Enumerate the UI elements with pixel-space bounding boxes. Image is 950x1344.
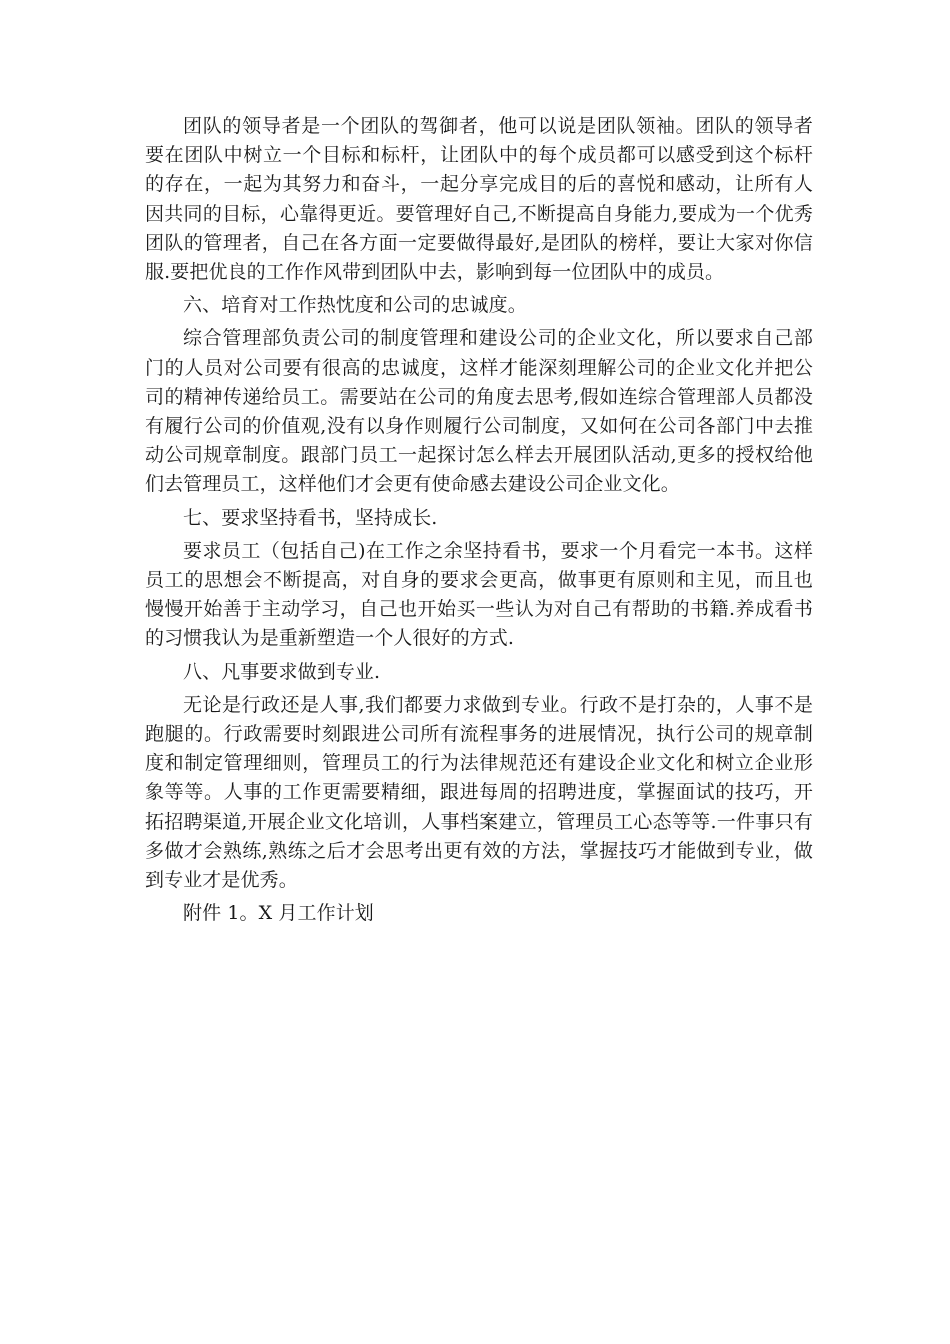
section-heading-six: 六、培育对工作热忱度和公司的忠诚度。 (183, 294, 527, 317)
paragraph-team-leader: 团队的领导者是一个团队的驾御者，他可以说是团队领袖。团队的领导者要在团队中树立一个目标和标杆，让团队中的每个成员都可以感受到这个标杆的存在，一起为其努力和奋斗，一起分享完成目的后的喜悦和感动，让所有人因共同的目标，心靠得更近。要管理好自己,不断提高自身能力,要成为一个优秀团队的管理者，自己在各方面一定要做得最好,是团队的榜样，要让大家对你信服.要把优良的工作作风带到团队中去，影响到每一位团队中的成员。 (145, 115, 813, 284)
paragraph-reading: 要求员工（包括自己)在工作之余坚持看书，要求一个月看完一本书。这样员工的思想会不断提高，对自身的要求会更高，做事更有原则和主见，而且也慢慢开始善于主动学习，自己也开始买一些认为对自己有帮助的书籍.养成看书的习惯我认为是重新塑造一个人很好的方式. (145, 539, 813, 650)
document-body (145, 112, 813, 932)
section-heading-seven: 七、要求坚持看书，坚持成长. (183, 506, 438, 529)
attachment-label: 附件 1。X 月工作计划 (183, 902, 374, 925)
paragraph-professional: 无论是行政还是人事,我们都要力求做到专业。行政不是打杂的，人事不是跑腿的。行政需要时刻跟进公司所有流程事务的进展情况，执行公司的规章制度和制定管理细则，管理员工的行为法律规范还有建设企业文化和树立企业形象等等。人事的工作更需要精细，跟进每周的招聘进度，掌握面试的技巧，开拓招聘渠道,开展企业文化培训，人事档案建立，管理员工心态等等.一件事只有多做才会熟练,熟练之后才会思考出更有效的方法，掌握技巧才能做到专业，做到专业才是优秀。 (145, 693, 813, 892)
section-heading-eight: 八、凡事要求做到专业. (183, 660, 381, 683)
paragraph-loyalty: 综合管理部负责公司的制度管理和建设公司的企业文化，所以要求自己部门的人员对公司要有很高的忠诚度，这样才能深刻理解公司的企业文化并把公司的精神传递给员工。需要站在公司的角度去思考,假如连综合管理部人员都没有履行公司的价值观,没有以身作则履行公司制度，又如何在公司各部门中去推动公司规章制度。跟部门员工一起探讨怎么样去开展团队活动,更多的授权给他们去管理员工，这样他们才会更有使命感去建设公司企业文化。 (145, 327, 813, 496)
